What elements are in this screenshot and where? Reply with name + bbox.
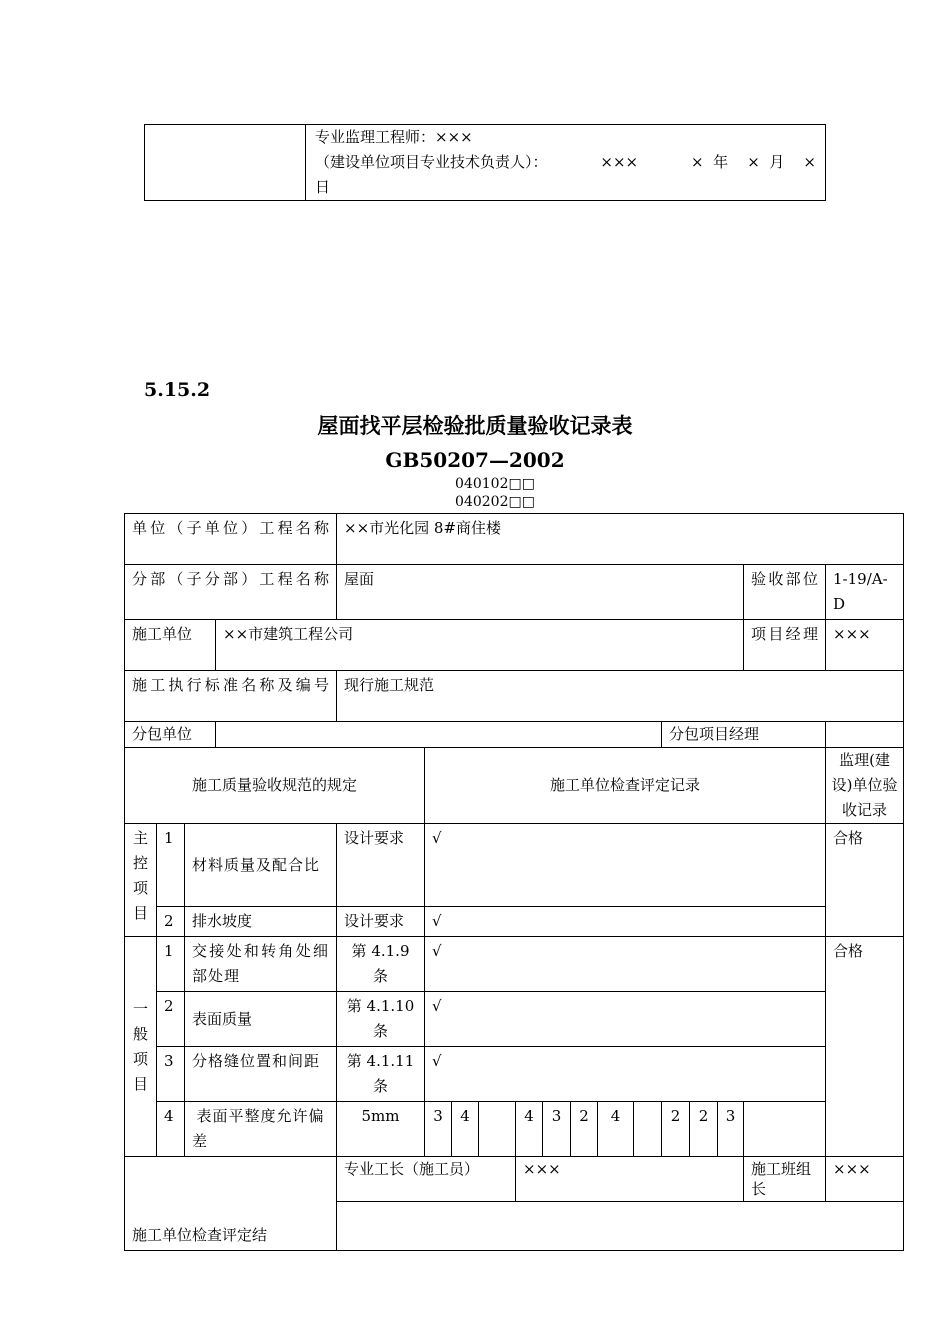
- pm-label: 项目经理: [744, 620, 826, 671]
- item-check: √: [425, 1047, 826, 1102]
- sub-label: 分包单位: [125, 722, 216, 748]
- measurement-cell: 4: [452, 1102, 479, 1157]
- row-contractor: [125, 620, 904, 671]
- item-no: 1: [157, 824, 185, 907]
- col-supervisor-header: 监理(建设)单位验收记录: [826, 748, 904, 824]
- measurement-cell: 4: [516, 1102, 543, 1157]
- standard-value: 现行施工规范: [337, 671, 904, 722]
- item-no: 2: [157, 907, 185, 937]
- signature-box: [144, 124, 826, 201]
- item-check: √: [425, 992, 826, 1047]
- measurement-cell: 2: [662, 1102, 690, 1157]
- contractor-label: 施工单位: [125, 620, 216, 671]
- general-item-row: [125, 992, 904, 1047]
- form-code-2: 040202□□: [455, 494, 535, 510]
- item-check: √: [425, 907, 826, 937]
- team-leader-value: ×××: [826, 1157, 904, 1202]
- page-title: 屋面找平层检验批质量验收记录表: [317, 413, 633, 438]
- form-codes: [0, 475, 950, 511]
- item-req: 第 4.1.10 条: [337, 992, 425, 1047]
- measurement-cell: 4: [598, 1102, 634, 1157]
- main-items-result: 合格: [826, 824, 904, 937]
- item-no: 4: [157, 1102, 185, 1157]
- section-number: 5.15.2: [144, 379, 211, 401]
- item-name: 分格缝位置和间距: [185, 1047, 337, 1102]
- signature-box-left: [145, 125, 306, 201]
- row-column-headers: [125, 748, 904, 824]
- foreman-label: 专业工长（施工员）: [337, 1157, 516, 1202]
- signature-date: × 年 × 月 ×: [691, 153, 816, 171]
- division-label: 分部（子分部）工程名称: [125, 565, 337, 620]
- inspection-form: [124, 513, 904, 1251]
- standard-label: 施工执行标准名称及编号: [125, 671, 337, 722]
- unit-label: 单位（子单位）工程名称: [125, 514, 337, 565]
- col-check-header: 施工单位检查评定记录: [425, 748, 826, 824]
- unit-value: ××市光化园 8#商住楼: [337, 514, 904, 565]
- item-check: √: [425, 824, 826, 907]
- item-no: 1: [157, 937, 185, 992]
- general-item-row: [125, 1047, 904, 1102]
- general-item-row: [125, 937, 904, 992]
- footer-label: 施工单位检查评定结: [125, 1157, 337, 1251]
- item-no: 3: [157, 1047, 185, 1102]
- measurement-cell: [479, 1102, 516, 1157]
- supervisor-engineer-line: 专业监理工程师：×××: [315, 128, 473, 146]
- item-name: 表面质量: [185, 992, 337, 1047]
- measurement-cell: 3: [718, 1102, 744, 1157]
- measurement-cell: 3: [543, 1102, 571, 1157]
- measurement-cell: 2: [571, 1102, 598, 1157]
- owner-rep-line: [315, 150, 816, 175]
- row-division: [125, 565, 904, 620]
- form-code-1: 040102□□: [455, 476, 535, 492]
- foreman-value: ×××: [516, 1157, 744, 1202]
- general-items-result: 合格: [826, 937, 904, 1157]
- sub-pm-label: 分包项目经理: [662, 722, 826, 748]
- measurement-cell: [634, 1102, 662, 1157]
- main-items-label: 主控项目: [125, 824, 157, 937]
- signature-box-content: [306, 125, 826, 201]
- team-leader-label: 施工班组长: [744, 1157, 826, 1202]
- item-check: √: [425, 937, 826, 992]
- item-no: 2: [157, 992, 185, 1047]
- measurement-cell: 3: [425, 1102, 452, 1157]
- row-standard: [125, 671, 904, 722]
- item-name: 材料质量及配合比: [185, 824, 337, 907]
- item-name: 排水坡度: [185, 907, 337, 937]
- owner-rep-name: ×××: [600, 153, 639, 171]
- standard-code: GB50207—2002: [385, 448, 565, 472]
- inspect-part-value: 1-19/A-D: [826, 565, 904, 620]
- main-item-row: [125, 907, 904, 937]
- owner-rep-label: （建设单位项目专业技术负责人）：: [315, 153, 548, 171]
- general-items-label: 一般项目: [125, 937, 157, 1157]
- item-name: 表面平整度允许偏差: [185, 1102, 337, 1157]
- footer-blank: [337, 1202, 904, 1251]
- item-req: 第 4.1.9 条: [337, 937, 425, 992]
- pm-value: ×××: [826, 620, 904, 671]
- item-name: 交接处和转角处细部处理: [185, 937, 337, 992]
- row-unit: [125, 514, 904, 565]
- item-req: 设计要求: [337, 824, 425, 907]
- item-req: 第 4.1.11 条: [337, 1047, 425, 1102]
- sub-value: [216, 722, 662, 748]
- measurement-cell: 2: [690, 1102, 718, 1157]
- division-value: 屋面: [337, 565, 744, 620]
- row-subcontractor: [125, 722, 904, 748]
- signature-date-day: 日: [315, 178, 331, 196]
- contractor-value: ××市建筑工程公司: [216, 620, 744, 671]
- col-spec-header: 施工质量验收规范的规定: [125, 748, 425, 824]
- main-item-row: [125, 824, 904, 907]
- inspect-part-label: 验收部位: [744, 565, 826, 620]
- item-req: 5mm: [337, 1102, 425, 1157]
- measurement-cell: [744, 1102, 826, 1157]
- footer-row: [125, 1157, 904, 1202]
- flatness-row: [125, 1102, 904, 1157]
- sub-pm-value: [826, 722, 904, 748]
- item-req: 设计要求: [337, 907, 425, 937]
